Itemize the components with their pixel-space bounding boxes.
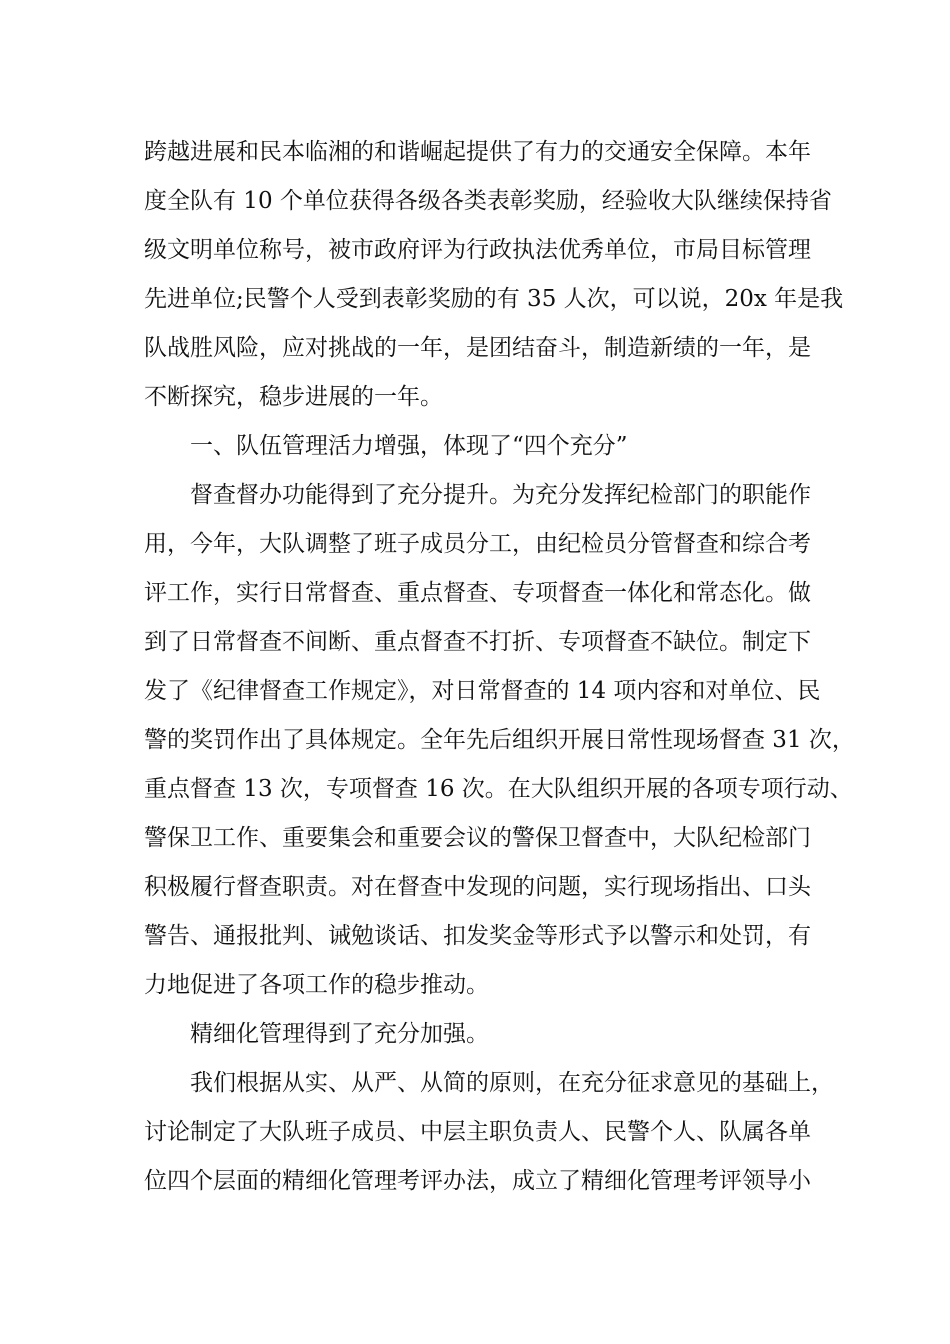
- text-line: 积极履行督查职责。对在督查中发现的问题，实行现场指出、口头: [144, 874, 811, 900]
- text-line: 力地促进了各项工作的稳步推动。: [144, 972, 489, 998]
- text-line: 跨越进展和民本临湘的和谐崛起提供了有力的交通安全保障。本年: [144, 139, 811, 165]
- text-line: 警告、通报批判、诫勉谈话、扣发奖金等形式予以警示和处罚，有: [144, 923, 811, 949]
- text-line: 警的奖罚作出了具体规定。全年先后组织开展日常性现场督查 31 次，: [144, 727, 855, 753]
- text-line: 队战胜风险，应对挑战的一年，是团结奋斗，制造新绩的一年，是: [144, 335, 811, 361]
- text-line: 发了《纪律督查工作规定》，对日常督查的 14 项内容和对单位、民: [144, 678, 821, 704]
- text-line: 督查督办功能得到了充分提升。为充分发挥纪检部门的职能作: [190, 482, 811, 508]
- text-line: 警保卫工作、重要集会和重要会议的警保卫督查中，大队纪检部门: [144, 825, 811, 851]
- text-line: 位四个层面的精细化管理考评办法，成立了精细化管理考评领导小: [144, 1168, 811, 1194]
- text-line: 我们根据从实、从严、从简的原则，在充分征求意见的基础上，: [190, 1070, 834, 1096]
- text-line: 不断探究，稳步进展的一年。: [144, 384, 443, 410]
- text-line: 度全队有 10 个单位获得各级各类表彰奖励，经验收大队继续保持省: [144, 188, 832, 214]
- document-body: [144, 128, 855, 1206]
- text-line: 先进单位;民警个人受到表彰奖励的有 35 人次，可以说，20x 年是我: [144, 286, 844, 312]
- text-line: 精细化管理得到了充分加强。: [190, 1021, 489, 1047]
- text-line: 讨论制定了大队班子成员、中层主职负责人、民警个人、队属各单: [144, 1119, 811, 1145]
- text-line: 级文明单位称号，被市政府评为行政执法优秀单位，市局目标管理: [144, 237, 811, 263]
- text-line: 评工作，实行日常督查、重点督查、专项督查一体化和常态化。做: [144, 580, 811, 606]
- text-line: 重点督查 13 次，专项督查 16 次。在大队组织开展的各项专项行动、: [144, 776, 853, 802]
- text-line: 用，今年，大队调整了班子成员分工，由纪检员分管督查和综合考: [144, 531, 811, 557]
- text-line: 到了日常督查不间断、重点督查不打折、专项督查不缺位。制定下: [144, 629, 811, 655]
- section-heading: 一、队伍管理活力增强，体现了“四个充分”: [190, 433, 628, 459]
